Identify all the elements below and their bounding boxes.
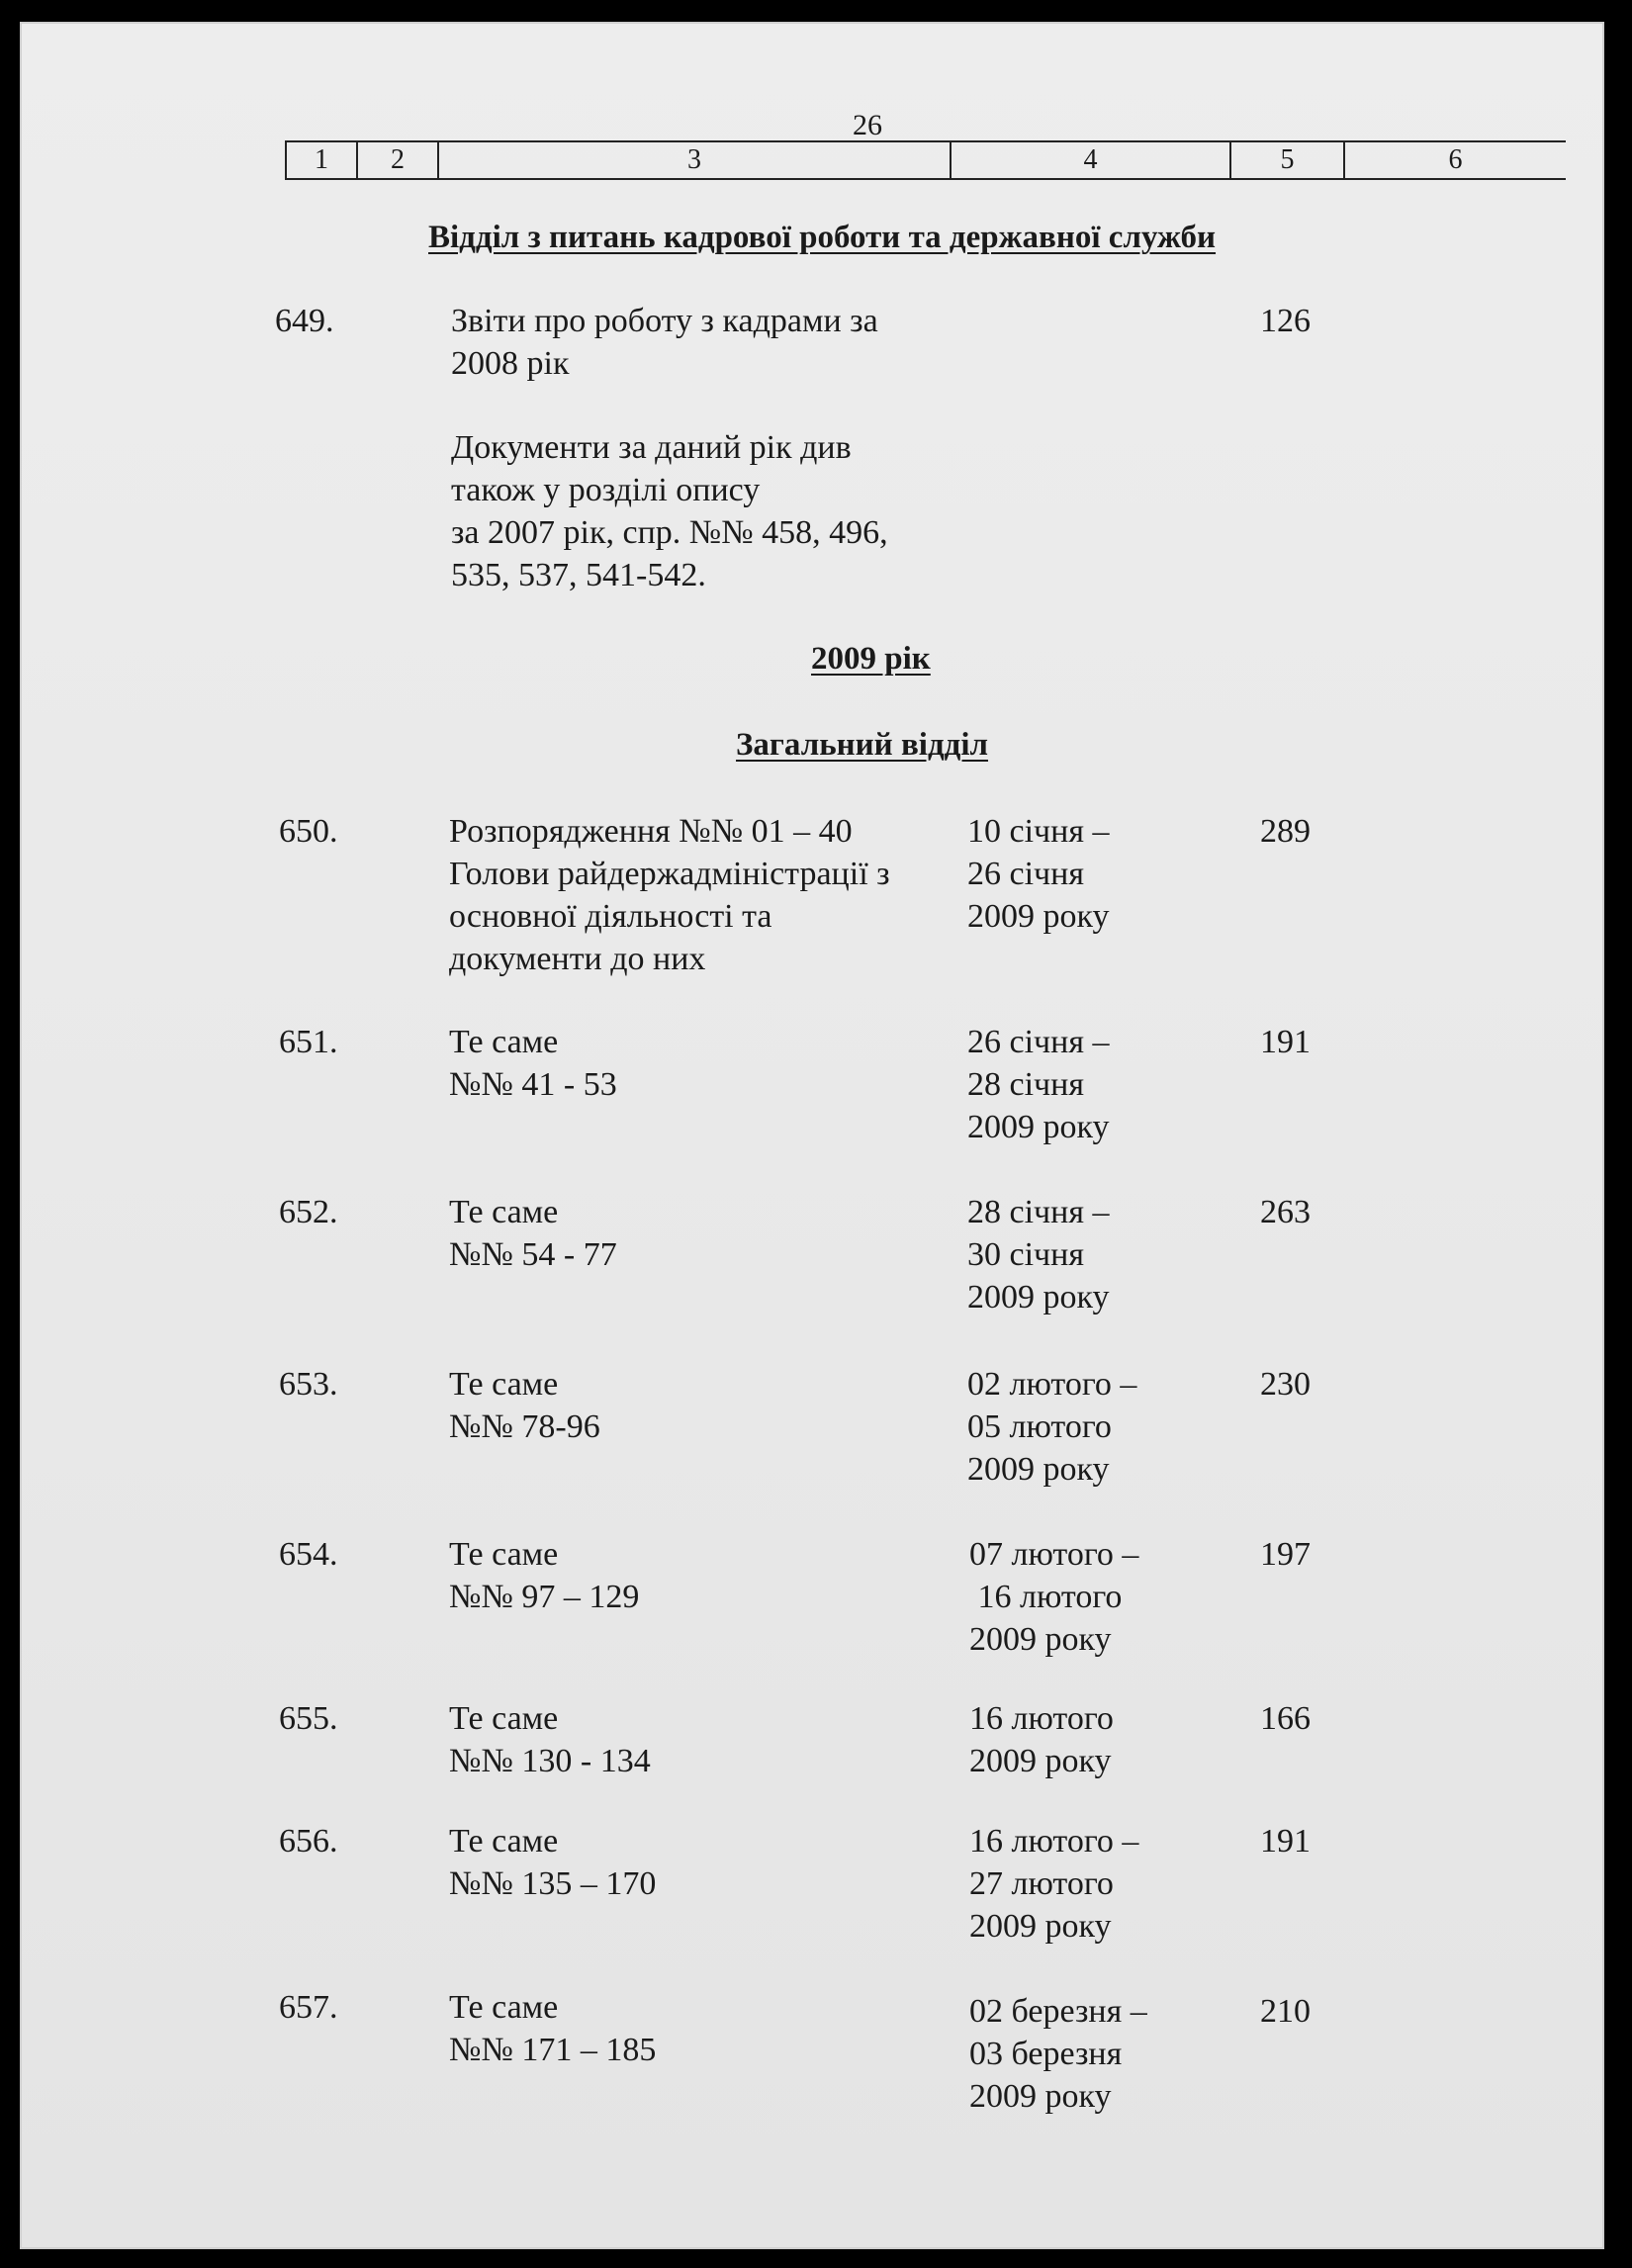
entry-number: 657. bbox=[279, 1989, 338, 2026]
entry-dates bbox=[967, 1363, 1136, 1491]
entry-number: 649. bbox=[275, 303, 334, 339]
year-heading: 2009 рік bbox=[811, 641, 931, 677]
entry-count: 166 bbox=[1260, 1700, 1311, 1737]
entry-count: 210 bbox=[1260, 1993, 1311, 2030]
entry-date-line: 03 березня bbox=[969, 2036, 1123, 2072]
entry-description-line: №№ 171 – 185 bbox=[449, 2032, 657, 2068]
column-header-5: 5 bbox=[1229, 142, 1343, 178]
entry-date-line: 2009 року bbox=[967, 1451, 1110, 1488]
entry-count: 197 bbox=[1260, 1536, 1311, 1573]
entry-number: 650. bbox=[279, 813, 338, 850]
entry-number: 651. bbox=[279, 1024, 338, 1060]
entry-date-line: 05 лютого bbox=[967, 1408, 1112, 1445]
entry-description-line: Те саме bbox=[449, 1024, 559, 1060]
entry-count: 230 bbox=[1260, 1366, 1311, 1403]
entry-dates bbox=[969, 1990, 1147, 2118]
entry-date-line: 2009 року bbox=[969, 2078, 1112, 2115]
entry-date-line: 02 березня – bbox=[969, 1993, 1147, 2030]
entry-description bbox=[449, 1021, 617, 1106]
entry-dates bbox=[969, 1820, 1138, 1948]
entry-description bbox=[449, 1820, 656, 1905]
entry-date-line: 02 лютого – bbox=[967, 1366, 1137, 1403]
entry-description bbox=[449, 1191, 617, 1276]
entry-number: 652. bbox=[279, 1194, 338, 1230]
entry-note-line: за 2007 рік, спр. №№ 458, 496, bbox=[451, 514, 888, 551]
entry-dates bbox=[969, 1533, 1138, 1661]
entry-date-line: 2009 року bbox=[967, 1109, 1110, 1145]
entry-count: 191 bbox=[1260, 1823, 1311, 1860]
entry-description-line: Те саме bbox=[449, 1366, 559, 1403]
entry-count: 191 bbox=[1260, 1024, 1311, 1060]
entry-description-line: Те саме bbox=[449, 1700, 559, 1737]
column-header-3: 3 bbox=[437, 142, 950, 178]
entry-date-line: 26 січня – bbox=[967, 1024, 1110, 1060]
entry-note bbox=[451, 426, 888, 596]
entry-date-line: 2009 року bbox=[969, 1908, 1112, 1945]
entry-description-line: Голови райдержадміністрації з bbox=[449, 856, 890, 892]
entry-count: 289 bbox=[1260, 813, 1311, 850]
column-header-row bbox=[285, 140, 1566, 180]
entry-date-line: 16 лютого – bbox=[969, 1823, 1139, 1860]
entry-date-line: 16 лютого bbox=[969, 1579, 1123, 1615]
entry-description-line: Те саме bbox=[449, 1536, 559, 1573]
entry-description-line: №№ 41 - 53 bbox=[449, 1066, 617, 1103]
entry-number: 655. bbox=[279, 1700, 338, 1737]
column-header-6: 6 bbox=[1343, 142, 1566, 178]
entry-description bbox=[449, 810, 890, 980]
entry-note-line: 535, 537, 541-542. bbox=[451, 557, 706, 593]
entry-count: 263 bbox=[1260, 1194, 1311, 1230]
entry-date-line: 28 січня – bbox=[967, 1194, 1110, 1230]
entry-description-line: №№ 54 - 77 bbox=[449, 1236, 617, 1273]
entry-description-line: 2008 рік bbox=[451, 345, 570, 382]
entry-dates bbox=[967, 810, 1110, 938]
section-heading-general: Загальний відділ bbox=[736, 727, 989, 763]
entry-count: 126 bbox=[1260, 303, 1311, 339]
page-number: 26 bbox=[853, 109, 882, 141]
entry-date-line: 26 січня bbox=[967, 856, 1084, 892]
entry-date-line: 10 січня – bbox=[967, 813, 1110, 850]
entry-date-line: 16 лютого bbox=[969, 1700, 1114, 1737]
entry-description bbox=[451, 300, 878, 385]
entry-description-line: №№ 78-96 bbox=[449, 1408, 600, 1445]
entry-description-line: Те саме bbox=[449, 1823, 559, 1860]
entry-description-line: Розпорядження №№ 01 – 40 bbox=[449, 813, 853, 850]
entry-date-line: 07 лютого – bbox=[969, 1536, 1139, 1573]
column-header-2: 2 bbox=[356, 142, 437, 178]
column-header-4: 4 bbox=[950, 142, 1229, 178]
entry-description bbox=[449, 1363, 600, 1448]
entry-description-line: основної діяльності та bbox=[449, 898, 772, 935]
entry-date-line: 28 січня bbox=[967, 1066, 1084, 1103]
entry-note-line: Документи за даний рік див bbox=[451, 429, 852, 466]
entry-description-line: Звіти про роботу з кадрами за bbox=[451, 303, 878, 339]
entry-number: 653. bbox=[279, 1366, 338, 1403]
entry-description-line: №№ 130 - 134 bbox=[449, 1743, 651, 1779]
entry-date-line: 2009 року bbox=[967, 898, 1110, 935]
entry-date-line: 2009 року bbox=[969, 1621, 1112, 1658]
entry-description-line: Те саме bbox=[449, 1989, 559, 2026]
entry-description-line: №№ 97 – 129 bbox=[449, 1579, 640, 1615]
entry-date-line: 2009 року bbox=[967, 1279, 1110, 1315]
entry-number: 656. bbox=[279, 1823, 338, 1860]
entry-dates bbox=[967, 1021, 1110, 1148]
section-heading-hr: Відділ з питань кадрової роботи та державної служби bbox=[428, 220, 1217, 255]
entry-dates bbox=[967, 1191, 1110, 1318]
entry-description bbox=[449, 1533, 639, 1618]
entry-note-line: також у розділі опису bbox=[451, 472, 761, 508]
entry-description-line: документи до них bbox=[449, 941, 706, 977]
entry-number: 654. bbox=[279, 1536, 338, 1573]
entry-date-line: 30 січня bbox=[967, 1236, 1084, 1273]
entry-description-line: №№ 135 – 170 bbox=[449, 1865, 657, 1902]
entry-date-line: 27 лютого bbox=[969, 1865, 1114, 1902]
entry-description bbox=[449, 1986, 656, 2071]
entry-description bbox=[449, 1697, 651, 1782]
entry-description-line: Те саме bbox=[449, 1194, 559, 1230]
entry-dates bbox=[969, 1697, 1114, 1782]
entry-date-line: 2009 року bbox=[969, 1743, 1112, 1779]
column-header-1: 1 bbox=[285, 142, 356, 178]
